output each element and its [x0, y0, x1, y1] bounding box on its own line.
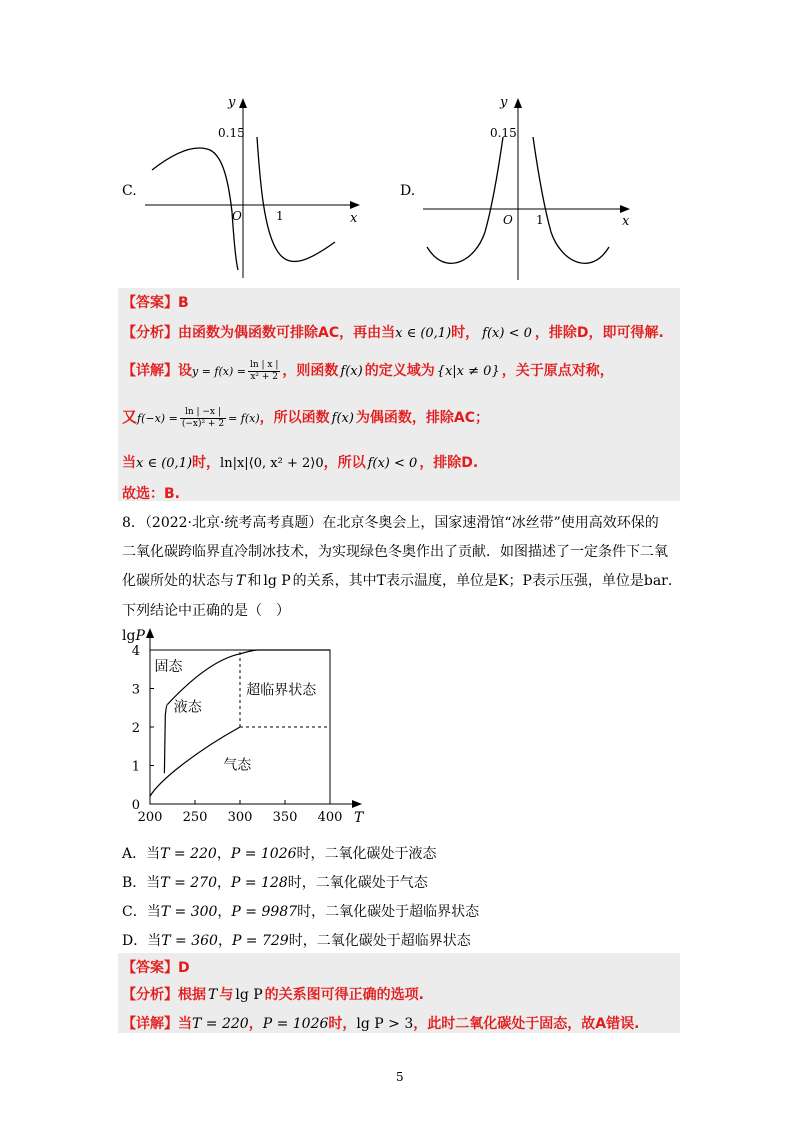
math-expr: P = 128 — [231, 875, 288, 891]
math-expr: P = 9987 — [231, 904, 298, 920]
q8-answer — [122, 957, 190, 977]
math-expr: bar — [643, 573, 668, 589]
detail-text: ，所以函数 — [259, 410, 330, 426]
graph-c-curve-left — [152, 148, 238, 270]
option-a — [122, 843, 437, 863]
math-expr: lg P — [235, 987, 263, 1003]
graph-d-label: D. — [400, 183, 416, 199]
x-axis-label: T — [354, 810, 364, 826]
detail-text: ，关于原点对称， — [501, 363, 614, 379]
graph-c — [140, 92, 375, 287]
option-d — [122, 930, 471, 950]
graph-c-x-label: x — [350, 211, 358, 226]
math-expr: x ∈ (0,1) — [395, 326, 452, 341]
fraction-numerator: ln | x | — [250, 359, 279, 370]
answer-value: D — [178, 960, 190, 976]
graph-d — [420, 92, 645, 287]
analysis-text: 由函数为偶函数可排除AC，再由当 — [178, 325, 396, 341]
detail-tag: 【详解】 — [122, 1016, 178, 1032]
analysis-text: 与 — [219, 987, 234, 1003]
q7-conclusion — [122, 483, 180, 503]
math-expr: f(x) < 0 — [367, 456, 418, 471]
x-tick-label: 350 — [272, 810, 298, 825]
x-tick-label: 250 — [182, 810, 208, 825]
stem-text: 和 — [247, 573, 262, 589]
graph-d-tick-x: 1 — [536, 213, 544, 227]
math-expr: f(x) — [340, 364, 363, 379]
analysis-text: 根据 — [178, 987, 206, 1003]
fraction-denominator: (−x)² + 2 — [181, 418, 225, 429]
stem-text: T表示温度，单位是K；P表示压强，单位是 — [376, 573, 644, 589]
q8-stem-line1: 8．（2022·北京·统考高考真题）在北京冬奥会上，国家速滑馆“冰丝带”使用高效环保的 — [122, 515, 659, 531]
math-expr: y = f(x) = — [192, 365, 246, 378]
math-expr: = f(x) — [228, 412, 260, 425]
answer-value: B — [178, 295, 189, 311]
detail-text: 为偶函数，排除AC； — [355, 410, 490, 426]
detail-text: ， — [248, 1016, 263, 1032]
detail-text: 设 — [178, 363, 192, 379]
conclusion-text: 故选：B. — [122, 486, 180, 502]
detail-text: ，所以 — [323, 455, 366, 471]
math-expr: T = 220 — [192, 1016, 249, 1032]
region-label-liquid: 液态 — [173, 699, 202, 716]
detail-text: ，此时二氧化碳处于固态，故A错误. — [413, 1016, 640, 1032]
phase-diagram-chart — [118, 622, 383, 832]
region-label-supercritical: 超临界状态 — [246, 682, 317, 699]
math-expr: x ∈ (0,1) — [136, 456, 193, 471]
graph-d-origin: O — [503, 213, 513, 227]
math-expr: T — [208, 987, 218, 1003]
q7-detail-line3 — [122, 452, 478, 472]
q7-analysis — [122, 322, 664, 342]
graph-c-curve-right — [257, 137, 335, 261]
y-axis-arrow — [146, 628, 154, 638]
fraction-numerator: ln | −x | — [180, 407, 226, 419]
math-expr: P = 729 — [231, 933, 289, 949]
graph-d-y-label: y — [500, 95, 508, 110]
x-tick-label: 300 — [227, 810, 253, 825]
math-expr: {x|x ≠ 0} — [436, 364, 500, 379]
option-text: 时，二氧化碳处于气态 — [287, 875, 428, 891]
option-text: ， — [217, 875, 231, 891]
analysis-tag: 【分析】 — [122, 325, 178, 341]
graph-d-axes — [423, 98, 630, 280]
q8-detail — [122, 1013, 639, 1033]
option-text: B．当 — [122, 875, 161, 891]
fraction — [180, 407, 226, 430]
q8-stem-line3 — [122, 570, 682, 590]
q8-analysis — [122, 984, 424, 1004]
stem-text: 的关系，其中 — [292, 573, 377, 589]
detail-text: 时， — [192, 455, 221, 471]
graph-d-x-label: x — [622, 214, 630, 229]
q7-detail-line1 — [122, 357, 614, 385]
option-c — [122, 901, 479, 921]
y-tick-label: 3 — [131, 682, 140, 698]
y-tick-label: 2 — [131, 721, 140, 736]
graph-d-curve-right — [533, 137, 609, 263]
option-text: C．当 — [122, 904, 161, 920]
graph-c-tick-x: 1 — [276, 209, 284, 223]
analysis-text: 的关系图可得正确的选项. — [264, 987, 424, 1003]
fraction — [248, 360, 280, 383]
y-tick-label: 0 — [131, 798, 140, 813]
q7-detail-line2 — [122, 400, 489, 434]
x-axis-arrow — [352, 800, 362, 808]
option-text: 时，二氧化碳处于超临界状态 — [297, 904, 480, 920]
graph-c-axes — [145, 98, 360, 278]
analysis-text: ，排除D，即可得解. — [534, 325, 664, 341]
page-number: 5 — [396, 1070, 404, 1084]
analysis-text: 时， — [451, 325, 480, 341]
math-expr: T = 270 — [160, 875, 217, 891]
option-text: ， — [217, 933, 232, 949]
option-text: D．当 — [122, 933, 162, 949]
math-expr: T = 220 — [160, 846, 217, 862]
math-expr: P = 1026 — [230, 846, 297, 862]
math-expr: f(−x) = — [137, 412, 178, 425]
region-label-solid: 固态 — [154, 659, 183, 676]
option-text: 时，二氧化碳处于超临界状态 — [288, 933, 471, 949]
detail-text: ，则函数 — [282, 363, 339, 379]
q8-stem-line4: 下列结论中正确的是（ ） — [122, 603, 290, 619]
q7-answer — [122, 292, 189, 312]
region-label-gas: 气态 — [223, 757, 252, 774]
graph-d-curve-left — [427, 137, 503, 263]
fraction-denominator: x² + 2 — [250, 371, 279, 382]
answer-tag: 【答案】 — [122, 960, 178, 976]
detail-text: 当 — [122, 455, 136, 471]
graph-d-tick-y: 0.15 — [490, 126, 517, 140]
math-expr: T = 360 — [161, 933, 218, 949]
math-expr: lg P > 3 — [356, 1016, 414, 1032]
detail-text: 时， — [328, 1016, 357, 1032]
answer-tag: 【答案】 — [122, 295, 178, 311]
q8-stem-line2: 二氧化碳跨临界直冷制冰技术，为实现绿色冬奥作出了贡献．如图描述了一定条件下二氧 — [122, 544, 668, 560]
option-text: ， — [216, 846, 231, 862]
detail-text: 又 — [122, 408, 138, 426]
graph-c-label: C. — [122, 183, 137, 199]
math-expr: ln|x|⟨0, x² + 2⟩0 — [220, 456, 324, 471]
graph-c-tick-y: 0.15 — [218, 126, 245, 140]
detail-text: 当 — [178, 1016, 192, 1032]
stem-text: ． — [667, 573, 682, 589]
option-b — [122, 872, 428, 892]
math-expr: f(x) — [331, 411, 354, 426]
detail-text: ，排除D. — [419, 455, 479, 471]
graph-c-origin: O — [232, 209, 242, 223]
option-text: 时，二氧化碳处于液态 — [296, 846, 437, 862]
y-tick-label: 4 — [131, 644, 140, 659]
math-expr: lg P — [263, 573, 291, 589]
math-expr: f(x) < 0 — [482, 326, 532, 341]
analysis-tag: 【分析】 — [122, 987, 178, 1003]
x-tick-label: 200 — [137, 810, 163, 825]
x-tick-label: 400 — [317, 810, 343, 825]
y-tick-label: 1 — [131, 759, 140, 775]
math-expr: T — [236, 573, 246, 589]
math-expr: P = 1026 — [262, 1016, 329, 1032]
detail-text: 的定义域为 — [364, 363, 435, 379]
option-text: A．当 — [122, 846, 161, 862]
detail-tag: 【详解】 — [122, 363, 178, 379]
stem-text: 化碳所处的状态与 — [122, 573, 234, 589]
graph-c-y-label: y — [228, 95, 236, 110]
math-expr: T = 300 — [160, 904, 218, 920]
y-axis-label: lgP — [122, 628, 145, 644]
option-text: ， — [217, 904, 232, 920]
